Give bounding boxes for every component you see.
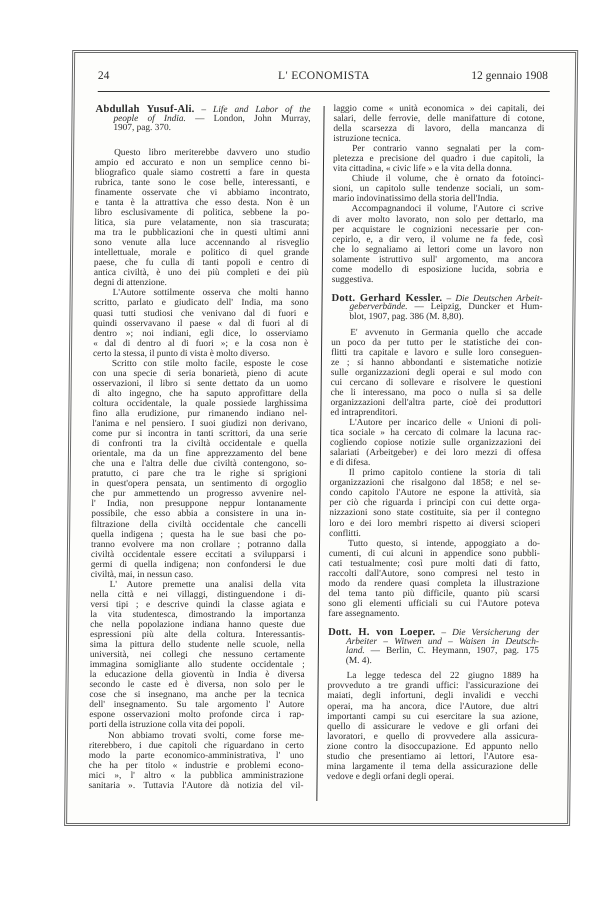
review-heading (95, 105, 310, 134)
text-line: nella città e nei villaggi, distinguendone i di- (90, 589, 306, 600)
book-title: Life and Labor of the (212, 105, 311, 115)
text-line: germi di quella indigena; non confondersi le due (90, 559, 306, 570)
text-line: salariati (Arbeitgeber) e dei loro mezzi di offesa (329, 448, 542, 459)
paragraph (333, 174, 544, 204)
publication-info: — Leipzig, Duncker et Hum- (407, 302, 543, 313)
text-line: certo la stessa, il punto di vista è molto diverso. (92, 348, 270, 359)
text-line: università, nei collegi che nessuno certamente (89, 650, 305, 661)
publication-info: 1907, pag. 370. (113, 123, 172, 134)
text-line: della scarsezza di lavoro, della mancanza di (333, 124, 545, 135)
author-name: Abdullah Yusuf-Ali. (95, 104, 195, 115)
text-line: che lo segnaliamo ai lettori come un lavoro non (332, 244, 544, 255)
text-line: quasi tutti studiosi che venivano dal di fuori e (93, 308, 309, 319)
text-line: bliografico quale siamo costretti a fare in questa (94, 167, 310, 178)
text-line: che li interessano, ma poco o nulla si sa delle (330, 387, 542, 398)
paragraph (329, 468, 541, 538)
text-line: filtrazione della civiltà occidentale che cancelli (91, 519, 307, 530)
text-line: espone osservazioni molto profonde circa i rap- (89, 710, 305, 721)
text-line: che una e l'altra delle due civiltà contengono, so- (91, 459, 307, 470)
text-line: sanitaria ». Tuttavia l'Autore dà notizia del vil- (88, 780, 304, 791)
text-line: L' Autore premette una analisi della vita (109, 579, 306, 590)
text-line: come modello di esposizione lucida, sobria e (331, 264, 543, 275)
text-line: Scritto con stile molto facile, esposte le cose (111, 358, 308, 369)
text-line: cepirlo, e, a dir vero, il volume ne fa fede, così (332, 234, 544, 245)
text-line: organizzazioni che risalgono dal 1858; e nel se- (329, 478, 541, 489)
text-line: dentro »; noi indiani, egli dice, lo osserviamo (93, 328, 309, 339)
paragraph (330, 418, 542, 468)
text-line: di alto ingegno, che ha saputo approfittare della (92, 388, 308, 399)
text-line: degni di attenzione. (93, 278, 167, 289)
text-line: operai, ma ha ancora, dice l'Autore, due altri (327, 701, 539, 712)
paragraph (91, 359, 308, 580)
text-line: e tanta è la attrattiva che esso desta. Non è un (94, 198, 310, 209)
text-line: riterebbero, i due capitoli che riguardano in certo (88, 740, 304, 751)
author-name: Dott. Gerhard Kessler. (331, 292, 443, 304)
text-line: intellettuale, morale e politico di quel grande (94, 248, 310, 259)
text-line: in quest'opera pensata, un sentimento di orgoglio (91, 479, 307, 490)
text-line: la educazione della gioventù in India è diversa (89, 670, 305, 681)
text-line: Chiude il volume, che è ornato da fotoinci- (351, 174, 544, 185)
book-title: geberverbände. (349, 302, 408, 313)
text-line (95, 124, 310, 134)
text-line: L'Autore sottilmente osserva che molti hanno (112, 288, 309, 299)
text-line: laggio come « unità economica » dei capitali, dei (333, 104, 545, 114)
text-line: cui cercano di sollevare e risolvere le questioni (330, 377, 542, 388)
text-line: pratutto, ci pare che tra le righe si sprigioni (91, 469, 307, 480)
text-line (328, 657, 539, 667)
text-line: quello di assicurare le vedove e gli orfani dei (327, 721, 539, 732)
text-line: scritto, parlato e giudicato dell' India, ma sono (93, 298, 309, 309)
journal-title: L' ECONOMISTA (278, 70, 370, 82)
publication-info: — London, John Murray, (185, 113, 311, 124)
text-line: ampio ed accurato e non un semplice cenno bi- (94, 157, 311, 168)
text-line: modo la parte economico-amministrativa, l' uno (88, 750, 304, 761)
text-line: di aver molto lavorato, non solo per dettarlo, ma (332, 214, 544, 225)
text-line: sono gli elementi ufficiali su cui l'Autore poteva (328, 598, 540, 609)
text-line: con una specie di seria bonarietà, pieno di acute (92, 368, 308, 379)
text-line: cose che si insegnano, ma anche per la tecnica (89, 690, 305, 701)
text-line: l'anima e nel pensiero. I suoi giudizi non derivano, (92, 419, 308, 430)
text-line: studio che presentiamo ai lettori, l'Autore esa- (326, 751, 538, 762)
text-line: sono venute alla luce accennando al risveglio (94, 238, 310, 249)
text-line: « dal di dentro al di fuori »; e la cosa non è (93, 338, 309, 349)
text-line: rubrica, tante sono le cose belle, interessanti, e (94, 177, 310, 188)
text-line: provveduto a tre grandi uffici: l'assicurazione dei (327, 681, 539, 692)
text-line: ed intraprenditori. (330, 408, 398, 418)
text-line: sima la pittura dello studente nelle scuole, nella (89, 640, 306, 651)
paragraph (333, 104, 544, 144)
book-title: Arbeiter – Witwen und – Waisen in Deutsch- (345, 636, 540, 647)
text-line: quella indigena ; questa ha le sue basi che po- (91, 529, 307, 540)
book-title: Die Versicherung der (452, 627, 540, 638)
paragraph (94, 148, 310, 289)
text-line: nizzazioni sono state costituite, sia per il contegno (329, 508, 541, 519)
header-rule (98, 91, 550, 92)
text-line: mina largamente il tema della assicurazione delle (326, 761, 538, 772)
text-line: finamente osservate che vi abbiamo incontrato, (94, 187, 310, 198)
text-line: osservazioni, il libro si sente dettato da un uomo (92, 378, 308, 389)
text-line: istruzione tecnica. (333, 134, 401, 145)
publication-info: – (194, 105, 214, 115)
text-line: cumenti, di cui alcuni in appendice sono pubbli- (328, 548, 540, 559)
text-line: mario indovinatissimo della storia dell'India. (332, 194, 499, 205)
text-line: maiati, degli infortuni, degli invalidi e vecchi (327, 691, 539, 702)
text-line: che nella popolazione indiana hanno queste due (90, 619, 306, 630)
text-line: modo da rendere quasi completa la illustrazione (328, 578, 540, 589)
text-line: dell' insegnamento. Su tale argomento l' Autore (89, 700, 305, 711)
text-line: paese, che fu culla di tanti popoli e centro di (93, 258, 310, 269)
text-line: orientale, ma da un fine apprezzamento del bene (91, 449, 308, 460)
text-line: porti della istruzione colla vita dei popoli. (89, 720, 245, 731)
review-heading (331, 294, 542, 323)
text-line: che pur ammettendo un progresso avvenire nel- (91, 489, 307, 500)
text-line: sulle organizzazioni degli operai e sul modo con (330, 367, 542, 378)
paragraph (93, 288, 309, 358)
text-line: espressioni più alte della coltura. Interessantis- (90, 630, 306, 641)
text-line: loro e dei loro membri rispetto ai diversi scioperi (329, 518, 541, 529)
text-line: organizzazioni dell'altra parte, cioè dei produttori (330, 397, 542, 408)
text-line: la vita studentesca, dimostrando la importanza (90, 609, 306, 620)
paragraph (328, 539, 540, 619)
text-line: Accompagnandoci il volume, l'Autore ci scrive (351, 204, 544, 215)
text-line: coltura occidentale, la quale possiede larghissima (92, 398, 308, 409)
text-line: ze ; si hanno abbondanti e sistematiche notizie (330, 357, 542, 368)
text-line: salari, delle ferrovie, delle manifatture di cotone, (333, 114, 545, 125)
paragraph (330, 328, 542, 418)
text-line: cogliendo copiose notizie sulle organizzazioni dei (330, 438, 542, 449)
text-line: mici », l' altro « la pubblica amministrazione (88, 770, 304, 781)
text-line: possibile, che esso abbia a consistere in una in- (91, 509, 307, 520)
text-line: che ha per titolo « industrie e problemi econo- (88, 760, 304, 771)
text-line: libro esclusivamente di politica, sebbene la po- (94, 208, 310, 219)
text-line: per ciò che riguarda i principi con cui dette orga- (329, 498, 541, 509)
text-line: versi tipi ; e descrive quindi la classe agiata e (90, 599, 306, 610)
text-line: solamente istruttivo sull' argomento, ma ancora (331, 254, 544, 265)
paragraph (327, 671, 539, 782)
text-line: vedove e degli orfani degli operai. (326, 771, 455, 782)
text-line: come pur si incontra in tanti scrittori, da una serie (92, 429, 308, 440)
text-line: civiltà, mai, in nessun caso. (90, 569, 194, 580)
text-line: flitti tra capitale e lavoro e sulle loro conseguen- (330, 347, 543, 358)
text-line: vita cittadina, « civic life » e la vita della donna. (332, 164, 513, 175)
text-line: Tutto questo, si intende, appoggiato a do- (347, 538, 541, 549)
text-line: quindi osservavano il paese « dal di fuori al di (93, 318, 309, 329)
paragraph (333, 144, 544, 174)
text-line: litica, sia pure velatamente, non sia trascurata; (94, 218, 310, 229)
text-line: per acquistare le cognizioni necessarie per con- (332, 224, 544, 235)
publication-info: — Berlin, C. Heymann, 1907, pag. 175 (364, 646, 539, 657)
text-line: importanti campi su cui esercitare la sua azione, (327, 711, 539, 722)
text-line: di confronti tra la civiltà occidentale e quella (92, 439, 308, 450)
book-title: Die Deutschen Arbeit- (455, 293, 543, 304)
text-line: cati testualmente; così pure molti dati di fatto, (328, 558, 540, 569)
text-line: La legge tedesca del 22 giugno 1889 ha (346, 671, 539, 682)
text-line: suggestiva. (331, 274, 374, 285)
text-line: sioni, un capitolo sulle tendenze sociali, un som- (332, 184, 544, 195)
text-line: condo capitolo l'Autore ne espone la attività, sia (329, 488, 541, 499)
review-heading (328, 628, 539, 666)
text-line: secondo le caste ed è diversa, non solo per le (89, 680, 305, 691)
text-line: immagina somigliante allo studente occidentale ; (89, 660, 305, 671)
author-name: Dott. H. von Loeper. (328, 626, 436, 638)
right-column (327, 104, 545, 782)
text-line: tranno evolvere ma non crollare ; potranno dalla (90, 539, 307, 550)
paragraph (332, 204, 544, 284)
text-line: un poco da per tutto per le statistiche dei con- (331, 337, 543, 348)
text-line: raccolti dall'Autore, sono compresi nel testo in (328, 568, 540, 579)
paragraph (88, 731, 304, 791)
text-line: zione contro la disoccupazione. Ed appunto nello (326, 741, 538, 752)
text-line: conflitti. (329, 528, 361, 539)
text-line: pletezza e precisione del quadro i due capitoli, la (332, 154, 545, 165)
page-number: 24 (97, 70, 110, 82)
book-title: land. (345, 646, 365, 657)
publication-info: (M. 4). (345, 655, 372, 666)
text-line: ma tra le pubblicazioni che in questi ultimi anni (94, 228, 310, 239)
text-line: antica civiltà, è uno dei più completi e dei più (93, 268, 309, 279)
text-line: fare assegnamento. (328, 608, 400, 619)
text-line: Il primo capitolo contiene la storia di tali (348, 468, 541, 479)
text-line: lavoratori, e quello di provvedere alla assicura- (326, 731, 539, 742)
publication-info: blot, 1907, pag. 386 (M. 8,80). (349, 312, 464, 323)
text-line: l' India, non presuppone neppur lontanamente (91, 499, 307, 510)
text-line: e di difesa. (329, 458, 371, 469)
left-column (88, 105, 310, 791)
text-line: Per contrario vanno segnalati per la com- (352, 144, 545, 155)
text-line: Questo libro meriterebbe davvero uno studio (114, 147, 311, 158)
text-line: tica sociale » ha cercato di colmare la lacuna rac- (330, 428, 542, 439)
text-line: fino alla erudizione, pur rimanendo indiano nel- (92, 409, 308, 419)
text-line: L'Autore per incarico delle « Unioni di poli- (349, 418, 542, 429)
book-title: people of India. (113, 113, 186, 124)
issue-date: 12 gennaio 1908 (471, 70, 548, 82)
text-line: Non abbiamo trovati svolti, come forse me- (107, 730, 305, 741)
publication-info: – (435, 627, 453, 638)
text-line: civiltà occidentale essere eccitati a svilupparsi i (90, 549, 306, 560)
text-line: E' avvenuto in Germania quello che accade (350, 327, 543, 338)
text-line (331, 313, 542, 323)
paragraph (89, 580, 306, 731)
text-line: del tema tanto più difficile, quanto più scarsi (328, 588, 540, 599)
publication-info: – (442, 293, 456, 304)
